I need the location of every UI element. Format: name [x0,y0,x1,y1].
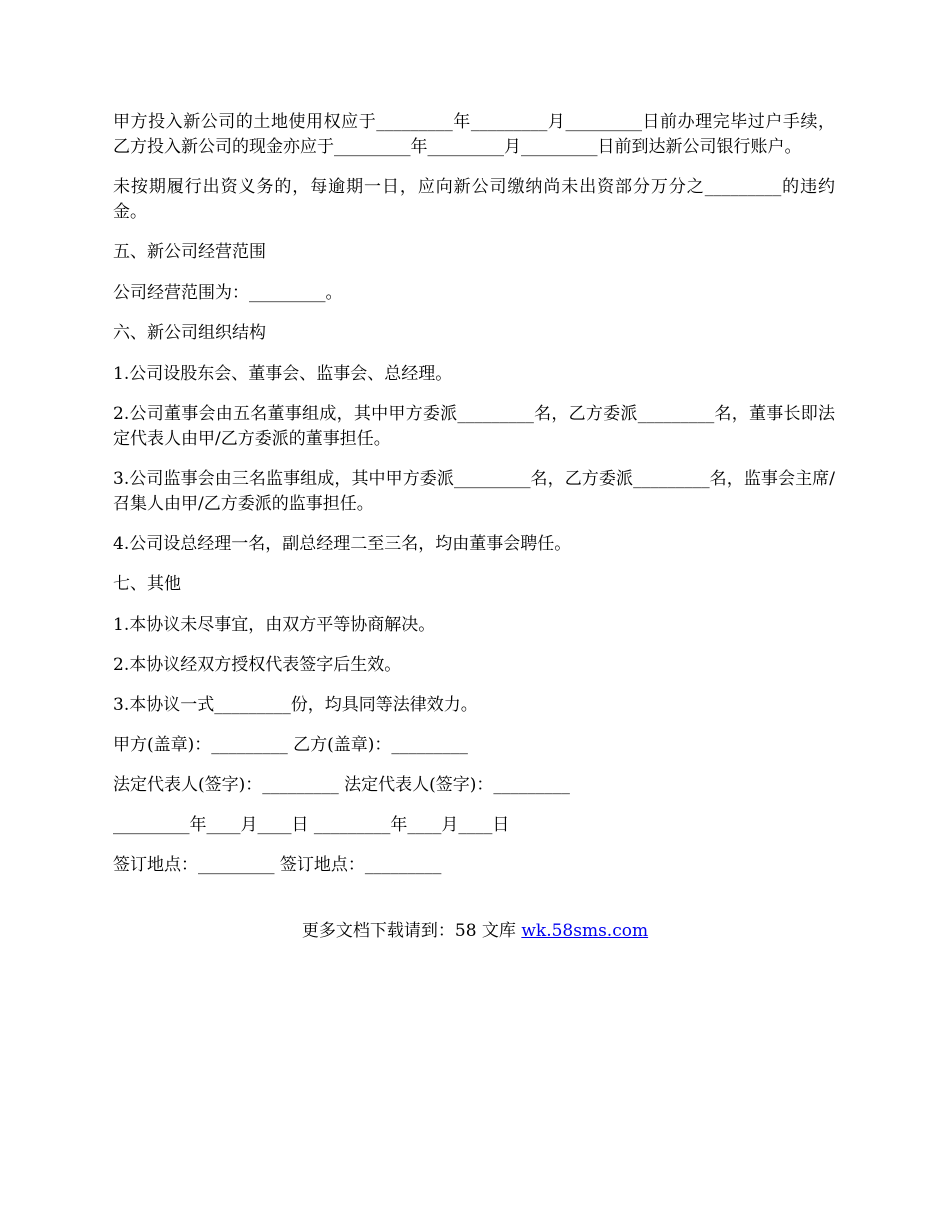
section-heading-other: 七、其他 [113,574,181,594]
signature-seal-line: 甲方(盖章)：_________ 乙方(盖章)：_________ [113,735,468,755]
signature-representative-line: 法定代表人(签字)：_________ 法定代表人(签字)：_________ [113,775,570,795]
footer-text: 更多文档下载请到：58 文库 [301,921,522,941]
signature-date-line: _________年____月____日 _________年____月____日 [113,815,510,835]
section-heading-business-scope: 五、新公司经营范围 [113,242,266,262]
paragraph-penalty: 未按期履行出资义务的，每逾期一日，应向新公司缴纳尚未出资部分万分之_________的违约金。 [113,177,835,222]
paragraph-other-1: 1.本协议未尽事宜，由双方平等协商解决。 [113,615,436,635]
paragraph-org-3: 3.公司监事会由三名监事组成，其中甲方委派_________名，乙方委派_________名，监事会主席/召集人由甲/乙方委派的监事担任。 [113,469,835,514]
signature-place-line: 签订地点：_________ 签订地点：_________ [113,855,442,875]
footer [0,919,950,944]
paragraph-business-scope: 公司经营范围为：_________。 [113,283,343,303]
paragraph-other-2: 2.本协议经双方授权代表签字后生效。 [113,655,402,675]
paragraph-org-2: 2.公司董事会由五名董事组成，其中甲方委派_________名，乙方委派_________名，董事长即法定代表人由甲/乙方委派的董事担任。 [113,404,835,449]
document-body [113,110,835,893]
paragraph-capital-deadline: 甲方投入新公司的土地使用权应于_________年_________月_________日前办理完毕过户手续，乙方投入新公司的现金亦应于_________年_________月_________日前到达新公司银行账户。 [113,112,835,157]
footer-link[interactable]: wk.58sms.com [521,921,649,941]
paragraph-org-1: 1.公司设股东会、董事会、监事会、总经理。 [113,364,453,384]
paragraph-other-3: 3.本协议一式_________份，均具同等法律效力。 [113,695,478,715]
section-heading-organization: 六、新公司组织结构 [113,323,266,343]
paragraph-org-4: 4.公司设总经理一名，副总经理二至三名，均由董事会聘任。 [113,534,572,554]
